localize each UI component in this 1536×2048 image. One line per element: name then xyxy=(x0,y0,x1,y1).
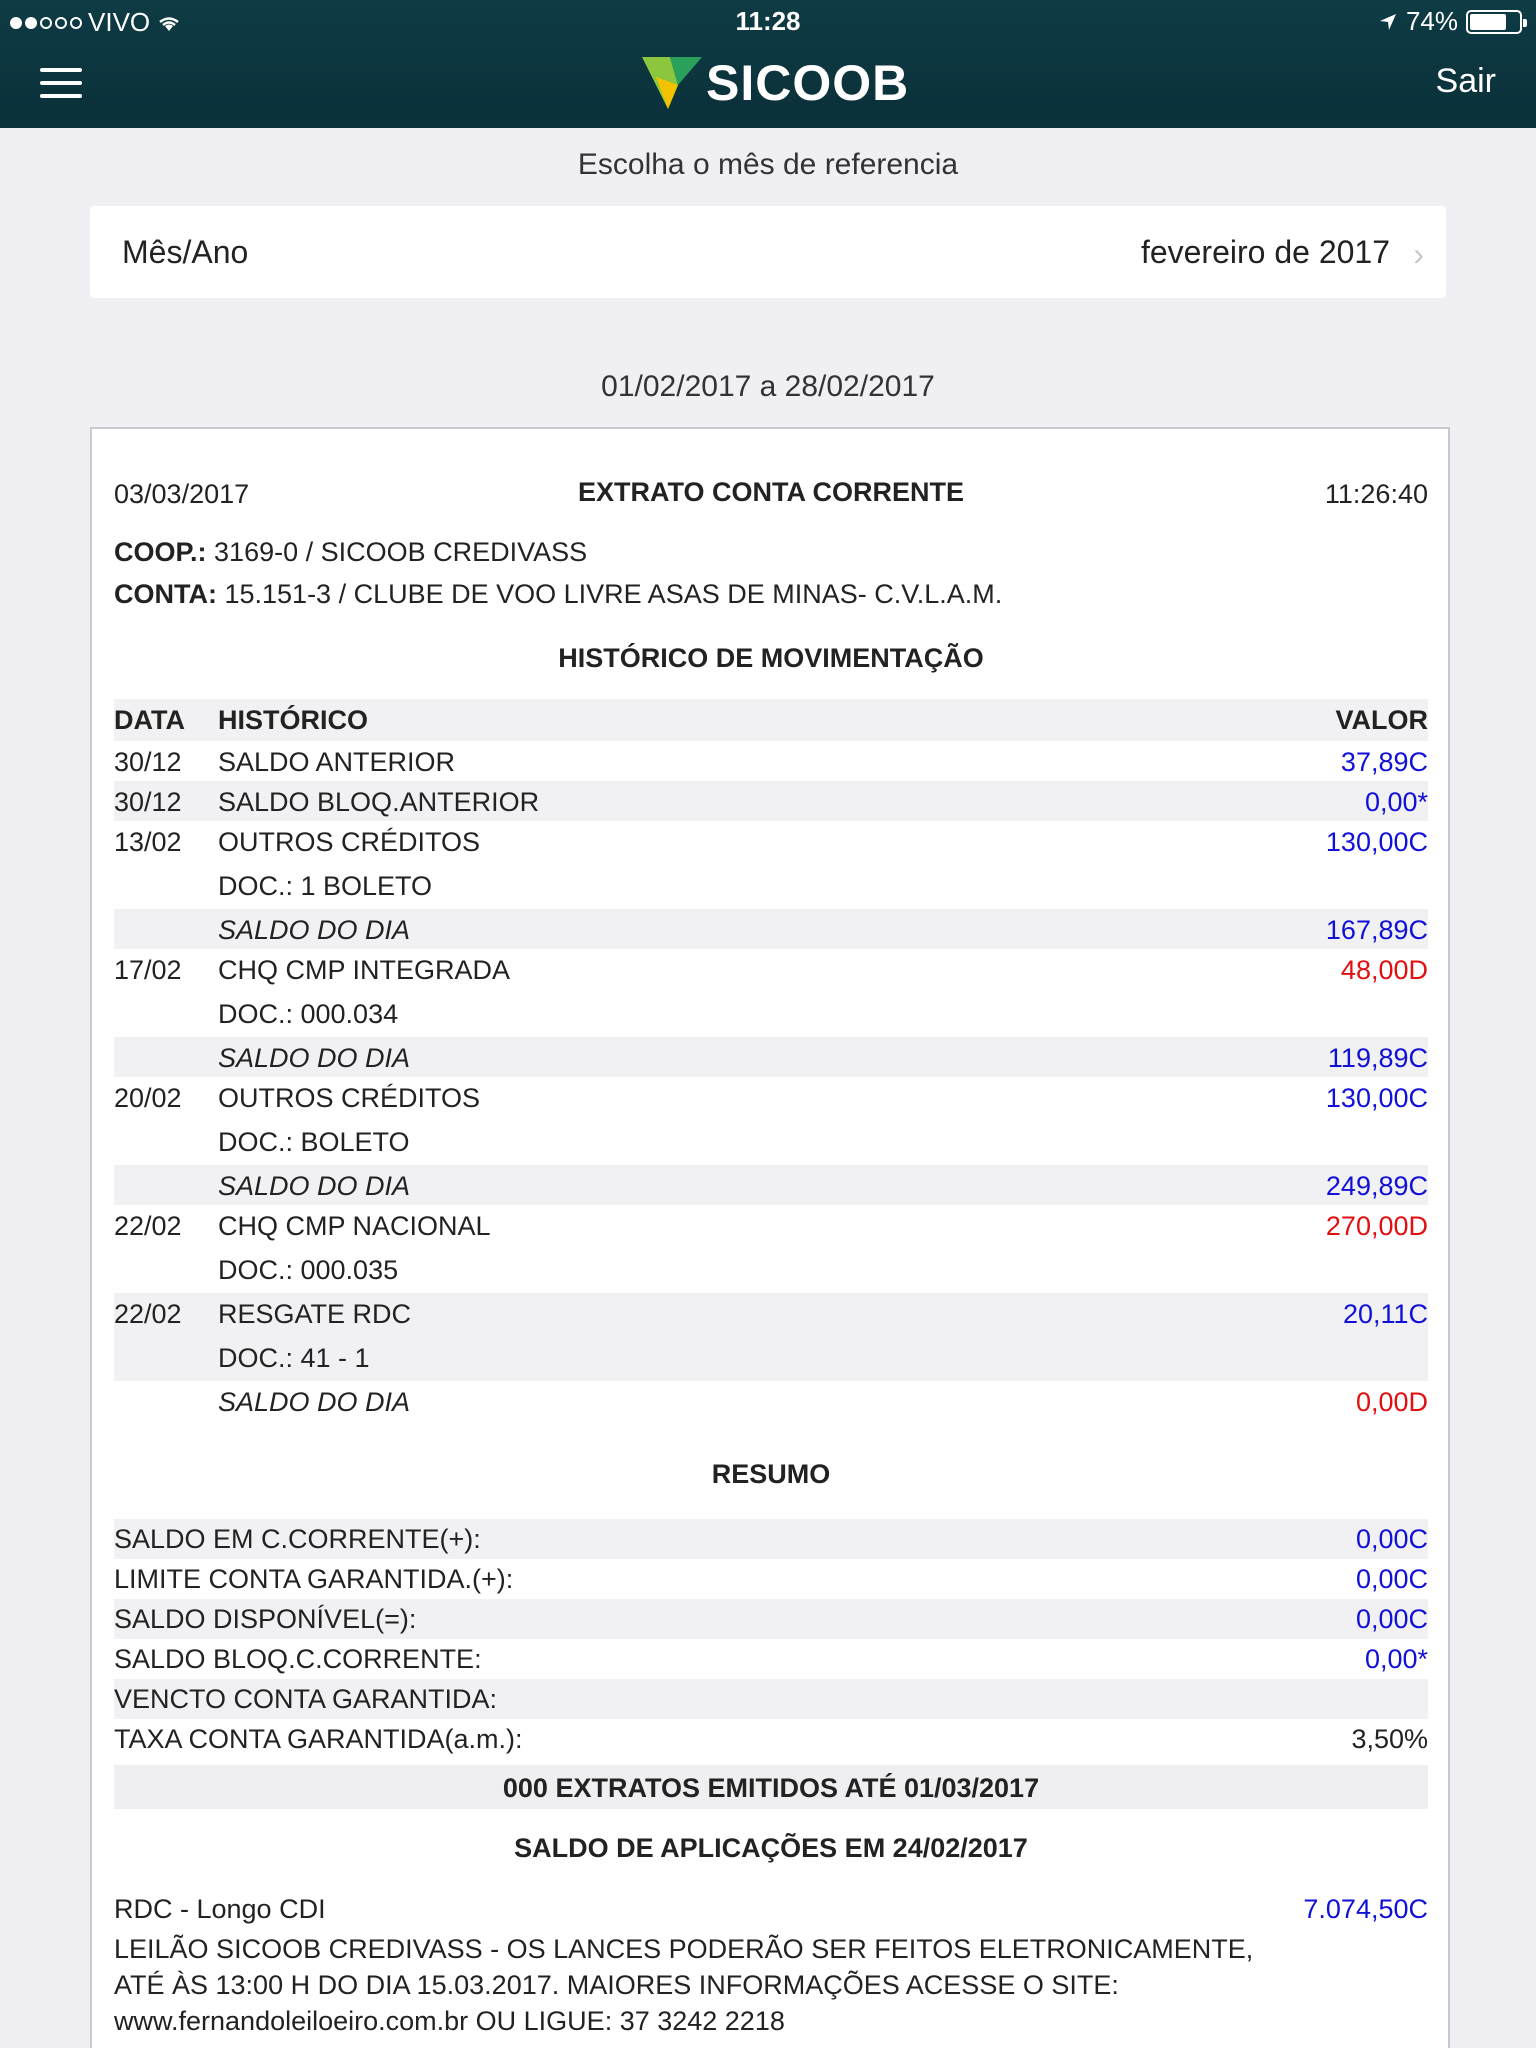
summary-row xyxy=(114,1599,1428,1639)
application-label: RDC - Longo CDI xyxy=(114,1894,326,1924)
history-row xyxy=(114,741,1428,781)
carrier-label: VIVO xyxy=(88,7,151,37)
sicoob-logo xyxy=(642,54,909,112)
row-value: 270,00D xyxy=(1325,1211,1428,1241)
chevron-right-icon: › xyxy=(1413,236,1424,272)
notice-line: www.fernandoleiloeiro.com.br OU LIGUE: 37 3242 2218 xyxy=(114,2006,785,2036)
period-range: 01/02/2017 a 28/02/2017 xyxy=(601,370,935,403)
applications-title: SALDO DE APLICAÇÕES EM 24/02/2017 xyxy=(514,1833,1028,1863)
col-date-header: DATA xyxy=(114,705,185,735)
application-row xyxy=(114,1889,1428,1929)
summary-value: 3,50% xyxy=(1351,1724,1428,1754)
account-value: 15.151-3 / CLUBE DE VOO LIVRE ASAS DE MINAS- C.V.L.A.M. xyxy=(216,579,1003,609)
row-value: 119,89C xyxy=(1327,1043,1428,1073)
summary-row xyxy=(114,1559,1428,1599)
history-row xyxy=(114,1165,1428,1205)
history-row xyxy=(114,993,1428,1037)
summary-row xyxy=(114,1719,1428,1759)
coop-label: COOP.: xyxy=(114,537,207,567)
history-row xyxy=(114,821,1428,865)
menu-icon[interactable] xyxy=(40,68,82,98)
status-bar xyxy=(0,0,1536,40)
row-description: RESGATE RDC xyxy=(218,1299,412,1329)
row-value: 37,89C xyxy=(1340,747,1428,777)
summary-value: 0,00C xyxy=(1355,1564,1428,1594)
statement-date: 03/03/2017 xyxy=(114,479,250,509)
account-label: CONTA: xyxy=(114,579,217,609)
history-row xyxy=(114,1381,1428,1421)
row-date: 20/02 xyxy=(114,1083,182,1113)
summary-value: 0,00C xyxy=(1355,1524,1428,1554)
statement-card xyxy=(90,427,1450,2048)
summary-label: SALDO BLOQ.C.CORRENTE: xyxy=(114,1644,482,1674)
row-value: 0,00D xyxy=(1355,1387,1428,1417)
history-row xyxy=(114,909,1428,949)
row-value: 167,89C xyxy=(1325,915,1428,945)
row-value: 249,89C xyxy=(1325,1171,1428,1201)
application-value: 7.074,50C xyxy=(1303,1894,1428,1924)
summary-title: RESUMO xyxy=(711,1459,831,1489)
row-date: 22/02 xyxy=(114,1299,182,1329)
issued-statements-band: 000 EXTRATOS EMITIDOS ATÉ 01/03/2017 xyxy=(114,1765,1428,1809)
row-description: SALDO DO DIA xyxy=(218,1387,411,1417)
notice-line: ATÉ ÀS 13:00 H DO DIA 15.03.2017. MAIORES INFORMAÇÕES ACESSE O SITE: xyxy=(114,1970,1119,2000)
month-year-label: Mês/Ano xyxy=(122,234,249,270)
row-date: 17/02 xyxy=(114,955,182,985)
summary-value: 0,00C xyxy=(1355,1604,1428,1634)
history-row xyxy=(114,1121,1428,1165)
brand-name: SICOOB xyxy=(706,55,910,111)
statement-time: 11:26:40 xyxy=(1324,479,1428,509)
sicoob-logo-mark-icon xyxy=(642,55,702,111)
history-row xyxy=(114,781,1428,821)
row-date: 22/02 xyxy=(114,1211,182,1241)
history-row xyxy=(114,1249,1428,1293)
battery-icon xyxy=(1466,10,1522,34)
summary-label: TAXA CONTA GARANTIDA(a.m.): xyxy=(114,1724,523,1754)
summary-row xyxy=(114,1639,1428,1679)
history-row xyxy=(114,1037,1428,1077)
history-row xyxy=(114,1293,1428,1337)
row-date: 30/12 xyxy=(114,747,182,777)
history-row xyxy=(114,1205,1428,1249)
summary-label: LIMITE CONTA GARANTIDA.(+): xyxy=(114,1564,514,1594)
row-description: SALDO DO DIA xyxy=(218,1043,411,1073)
history-header-row xyxy=(114,699,1428,741)
summary-label: SALDO EM C.CORRENTE(+): xyxy=(114,1524,481,1554)
row-description: OUTROS CRÉDITOS xyxy=(218,827,481,857)
history-row xyxy=(114,865,1428,909)
summary-value: 0,00* xyxy=(1364,1644,1428,1674)
row-description: DOC.: 41 - 1 xyxy=(218,1343,370,1373)
month-year-value: fevereiro de 2017 xyxy=(1140,234,1390,270)
summary-row xyxy=(114,1519,1428,1559)
row-value: 130,00C xyxy=(1325,827,1428,857)
row-description: CHQ CMP NACIONAL xyxy=(218,1211,491,1241)
row-description: SALDO DO DIA xyxy=(218,915,411,945)
row-description: DOC.: BOLETO xyxy=(218,1127,410,1157)
row-description: SALDO ANTERIOR xyxy=(218,747,456,777)
month-prompt: Escolha o mês de referencia xyxy=(577,148,959,181)
top-bar xyxy=(0,0,1536,128)
history-row xyxy=(114,1337,1428,1381)
month-year-selector[interactable] xyxy=(90,206,1446,298)
notice-line: LEILÃO SICOOB CREDIVASS - OS LANCES PODERÃO SER FEITOS ELETRONICAMENTE, xyxy=(114,1934,1254,1964)
history-row xyxy=(114,949,1428,993)
statement-header xyxy=(114,477,1428,513)
row-description: CHQ CMP INTEGRADA xyxy=(218,955,511,985)
nav-bar xyxy=(0,40,1536,128)
row-description: SALDO DO DIA xyxy=(218,1171,411,1201)
row-value: 130,00C xyxy=(1325,1083,1428,1113)
row-date: 13/02 xyxy=(114,827,182,857)
auction-notice xyxy=(114,1931,1428,2039)
row-description: DOC.: 000.035 xyxy=(218,1255,399,1285)
row-description: OUTROS CRÉDITOS xyxy=(218,1083,481,1113)
battery-fill xyxy=(1470,14,1506,30)
history-row xyxy=(114,1077,1428,1121)
row-description: DOC.: 000.034 xyxy=(218,999,399,1029)
row-date: 30/12 xyxy=(114,787,182,817)
summary-label: VENCTO CONTA GARANTIDA: xyxy=(114,1684,498,1714)
row-description: SALDO BLOQ.ANTERIOR xyxy=(218,787,540,817)
summary-row xyxy=(114,1679,1428,1719)
row-description: DOC.: 1 BOLETO xyxy=(218,871,433,901)
row-value: 48,00D xyxy=(1340,955,1428,985)
col-value-header: VALOR xyxy=(1335,705,1428,735)
statement-title: EXTRATO CONTA CORRENTE xyxy=(577,477,964,507)
summary-label: SALDO DISPONÍVEL(=): xyxy=(114,1604,417,1634)
battery-percent: 74% xyxy=(1405,6,1458,36)
coop-info xyxy=(114,537,1428,568)
row-value: 0,00* xyxy=(1364,787,1428,817)
account-info xyxy=(114,579,1428,610)
status-right xyxy=(1378,6,1522,37)
logout-button[interactable]: Sair xyxy=(1435,62,1496,100)
location-arrow-icon xyxy=(1378,12,1398,32)
history-title: HISTÓRICO DE MOVIMENTAÇÃO xyxy=(558,643,984,673)
coop-value: 3169-0 / SICOOB CREDIVASS xyxy=(206,537,588,567)
row-value: 20,11C xyxy=(1342,1299,1428,1329)
col-description-header: HISTÓRICO xyxy=(218,705,369,735)
status-time: 11:28 xyxy=(735,6,801,36)
